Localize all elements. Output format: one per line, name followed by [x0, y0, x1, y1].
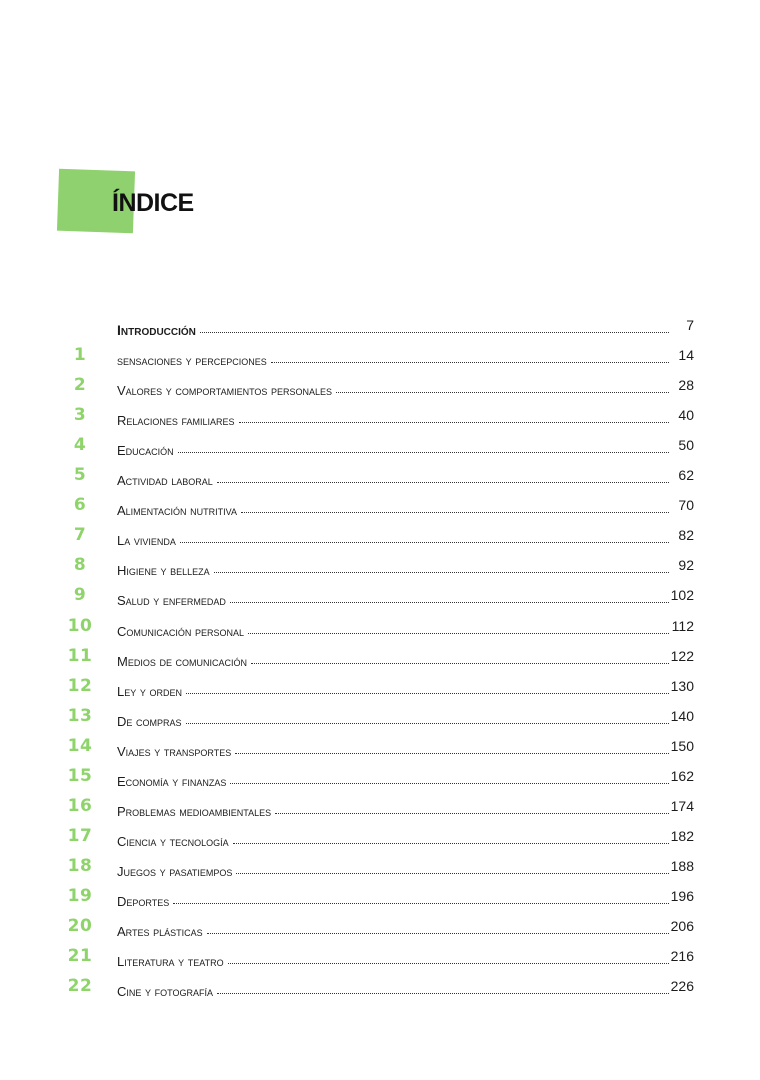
dot-leader [239, 421, 669, 423]
toc-entry[interactable] [0, 582, 760, 608]
dot-leader [336, 391, 669, 393]
dot-leader [235, 752, 669, 754]
toc-entry[interactable] [0, 973, 760, 999]
page-number: 112 [671, 617, 694, 634]
dot-leader [207, 932, 669, 934]
page-number: 14 [678, 347, 694, 364]
toc-entry[interactable] [0, 372, 760, 398]
page-title: ÍNDICE [112, 189, 194, 217]
chapter-title: Artes plásticas [117, 924, 203, 939]
entry-line [117, 913, 669, 939]
toc-entry[interactable] [0, 432, 760, 458]
toc-entry[interactable] [0, 462, 760, 488]
entry-line [117, 733, 669, 759]
chapter-number: 6 [73, 495, 87, 516]
toc-entry-introduction[interactable] [0, 312, 760, 338]
chapter-title: Educación [117, 443, 174, 459]
chapter-number: 12 [67, 675, 93, 696]
page-number: 82 [678, 527, 694, 544]
entry-line [117, 432, 669, 458]
entry-line [117, 372, 669, 398]
page-number: 62 [678, 467, 694, 484]
chapter-title: Salud y enfermedad [117, 593, 226, 609]
page-number: 70 [678, 497, 694, 514]
page-number: 102 [670, 587, 694, 604]
dot-leader [173, 902, 669, 904]
chapter-number: 7 [73, 525, 87, 546]
entry-line [117, 643, 669, 669]
dot-leader [233, 842, 669, 844]
chapter-title: Actividad laboral [117, 473, 213, 489]
dot-leader [186, 722, 669, 724]
chapter-number: 19 [67, 885, 93, 906]
chapter-number: 2 [73, 375, 87, 396]
toc-entry[interactable] [0, 823, 760, 849]
dot-leader [241, 511, 669, 513]
chapter-number: 21 [67, 946, 93, 967]
chapter-title: Relaciones familiares [117, 413, 235, 429]
page-number: 7 [686, 317, 694, 333]
chapter-title: Alimentación nutritiva [117, 503, 237, 519]
toc-entry[interactable] [0, 552, 760, 578]
chapter-number: 11 [67, 645, 93, 666]
entry-line [117, 703, 669, 729]
page-number: 196 [670, 887, 694, 904]
entry-line [117, 552, 669, 578]
chapter-title: Valores y comportamientos personales [117, 383, 333, 399]
page-number: 92 [678, 557, 694, 574]
dot-leader [214, 571, 669, 573]
chapter-title: Comunicación personal [117, 623, 245, 639]
chapter-number: 14 [67, 735, 93, 756]
chapter-title: Juegos y pasatiempos [117, 863, 233, 879]
toc-entry[interactable] [0, 703, 760, 729]
dot-leader [251, 662, 669, 664]
toc-entry[interactable] [0, 643, 760, 669]
chapter-number: 20 [67, 916, 93, 936]
toc-entry[interactable] [0, 763, 760, 789]
chapter-title: Economía y finanzas [117, 773, 227, 789]
chapter-title: Ciencia y tecnología [117, 833, 229, 849]
dot-leader [271, 361, 669, 363]
chapter-number: 18 [67, 855, 93, 876]
chapter-number: 17 [67, 825, 93, 846]
page-number: 216 [670, 948, 694, 965]
chapter-title: Introducción [117, 322, 196, 338]
dot-leader [236, 872, 669, 874]
dot-leader [178, 451, 669, 453]
page-number: 50 [678, 437, 694, 454]
chapter-number: 5 [73, 465, 87, 486]
dot-leader [230, 782, 669, 784]
entry-line [117, 823, 669, 849]
toc-entry[interactable] [0, 402, 760, 428]
entry-line [117, 973, 669, 999]
chapter-number: 16 [67, 795, 93, 816]
toc-entry[interactable] [0, 673, 760, 699]
entry-line [117, 763, 669, 789]
chapter-title: De compras [117, 713, 182, 729]
dot-leader [248, 632, 669, 634]
page-number: 130 [670, 677, 694, 694]
chapter-number: 8 [73, 555, 87, 576]
chapter-number: 3 [73, 405, 87, 426]
entry-line [117, 673, 669, 699]
toc-entry[interactable] [0, 733, 760, 759]
chapter-title: Literatura y teatro [117, 954, 224, 970]
entry-line [117, 492, 669, 518]
chapter-number: 9 [73, 585, 87, 606]
page-number: 40 [678, 407, 694, 424]
chapter-title: sensaciones y percepciones [117, 353, 267, 369]
chapter-number: 1 [73, 345, 87, 366]
toc-entry[interactable] [0, 793, 760, 819]
dot-leader [228, 962, 669, 964]
entry-line [117, 582, 669, 608]
chapter-title: Problemas medioambientales [117, 803, 272, 819]
page-number: 206 [670, 918, 694, 934]
toc-entry[interactable] [0, 522, 760, 548]
chapter-number: 13 [67, 705, 93, 726]
chapter-number: 4 [73, 435, 87, 456]
toc-entry[interactable] [0, 492, 760, 518]
entry-line [117, 613, 669, 639]
chapter-title: Deportes [117, 893, 170, 909]
dot-leader [180, 541, 669, 543]
chapter-number: 22 [67, 976, 93, 997]
dot-leader [186, 692, 669, 694]
entry-line [117, 883, 669, 909]
entry-line [117, 793, 669, 819]
page-number: 122 [670, 647, 694, 664]
page-number: 188 [670, 857, 694, 874]
dot-leader [230, 601, 669, 603]
chapter-title: Ley y orden [117, 683, 182, 699]
chapter-number: 15 [67, 765, 93, 786]
page-number: 150 [670, 737, 694, 754]
page-number: 162 [670, 767, 694, 784]
chapter-title: Medios de comunicación [117, 653, 248, 669]
page-number: 28 [678, 377, 694, 394]
entry-line [117, 342, 669, 368]
toc-entry[interactable] [0, 913, 760, 939]
entry-line [117, 402, 669, 428]
toc-entry[interactable] [0, 943, 760, 969]
dot-leader [200, 331, 669, 333]
page-number: 174 [670, 797, 694, 814]
chapter-title: Higiene y belleza [117, 563, 210, 579]
entry-line [117, 853, 669, 879]
toc-entry[interactable] [0, 883, 760, 909]
page-number: 182 [670, 827, 694, 844]
entry-line [117, 312, 669, 338]
toc-entry[interactable] [0, 853, 760, 879]
chapter-number: 10 [67, 615, 93, 636]
dot-leader [275, 812, 669, 814]
entry-line [117, 522, 669, 548]
toc-entry[interactable] [0, 342, 760, 368]
toc-entry[interactable] [0, 613, 760, 639]
page-number: 140 [670, 707, 694, 724]
chapter-title: Viajes y transportes [117, 743, 232, 759]
dot-leader [217, 481, 669, 483]
chapter-title: La vivienda [117, 533, 176, 549]
page-number: 226 [670, 978, 694, 995]
entry-line [117, 462, 669, 488]
entry-line [117, 943, 669, 969]
dot-leader [217, 992, 669, 994]
chapter-title: Cine y fotografía [117, 984, 213, 1000]
